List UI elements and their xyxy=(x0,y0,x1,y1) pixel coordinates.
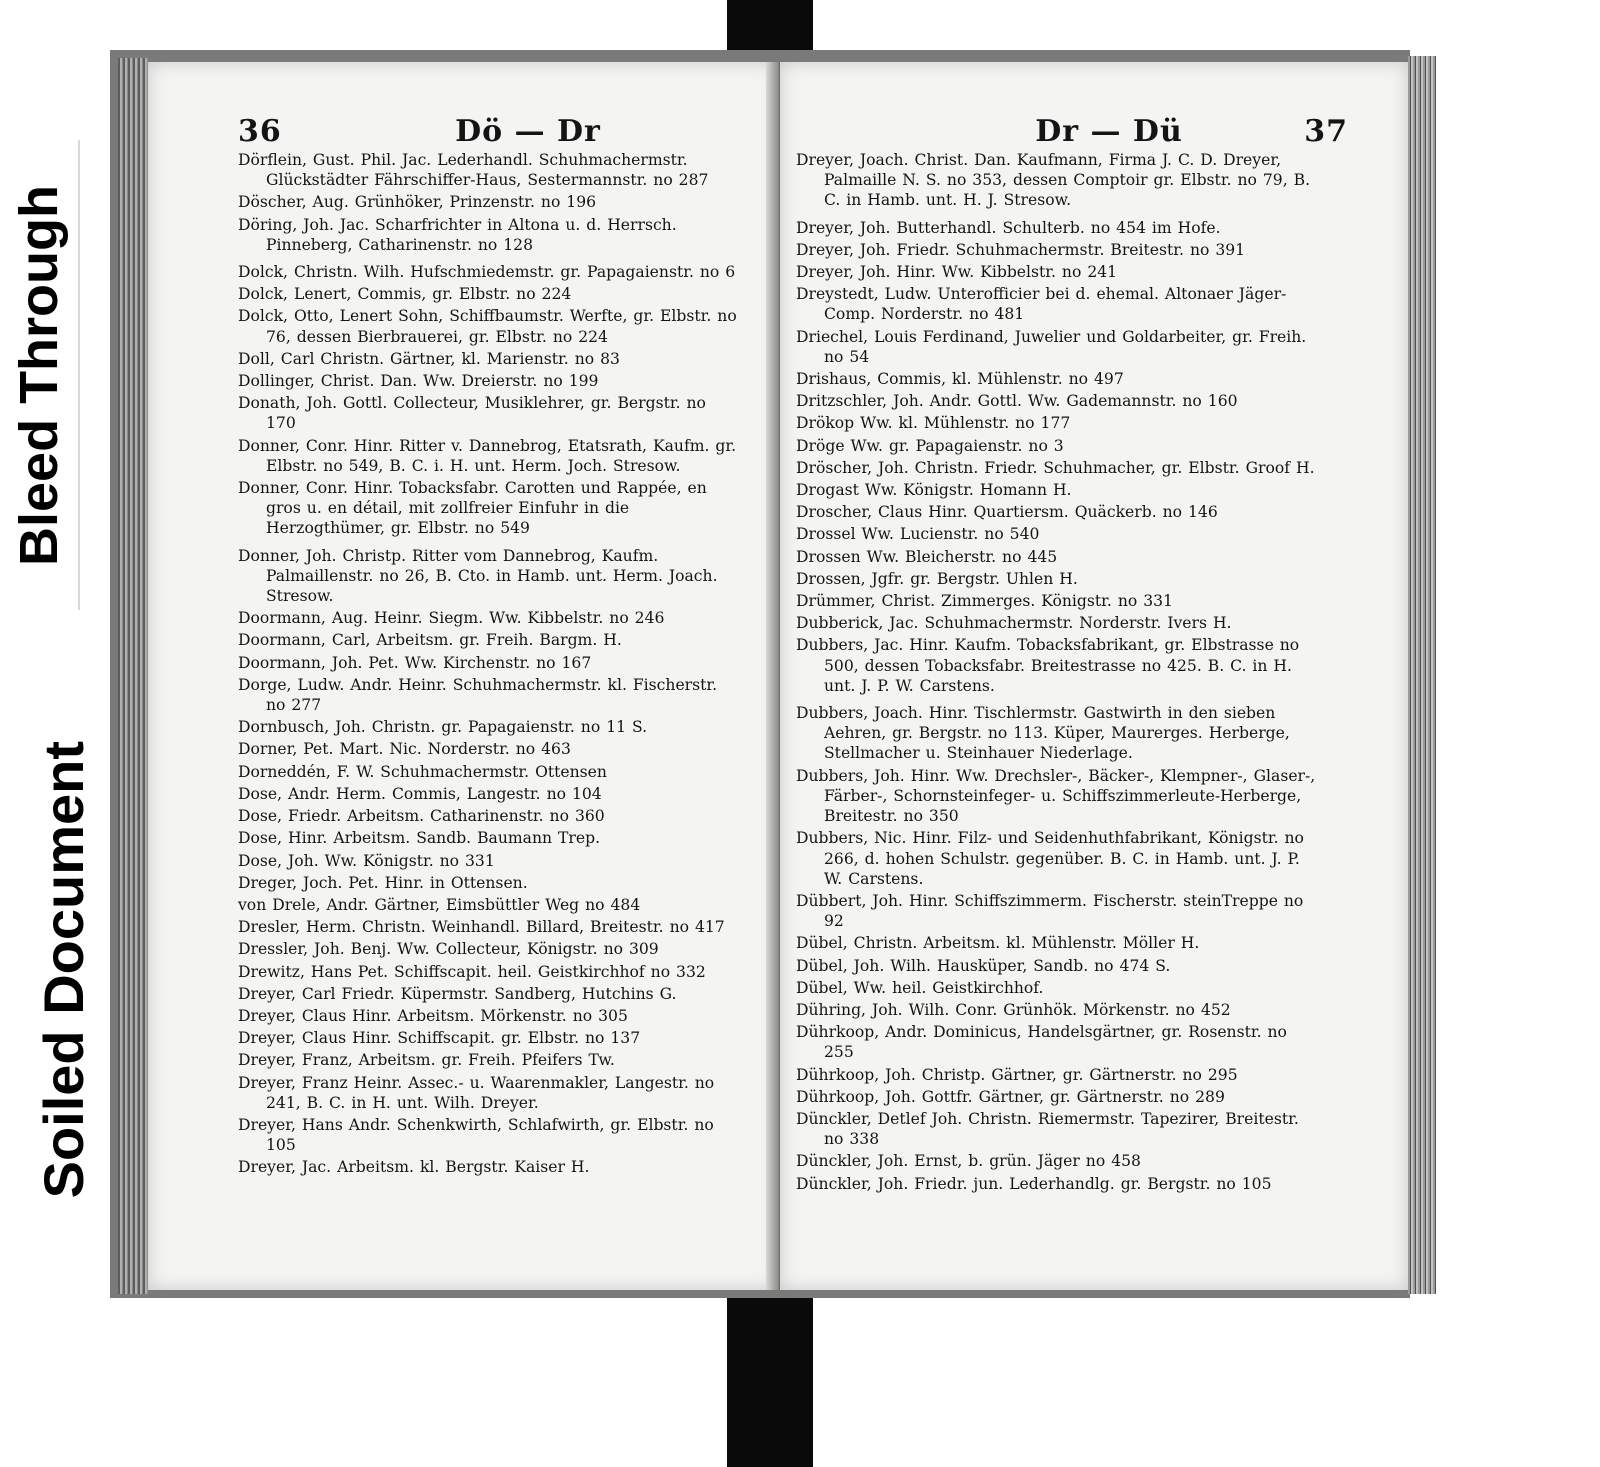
directory-entry: Dubbers, Jac. Hinr. Kaufm. Tobacksfabrikant, gr. Elbstrasse no 500, dessen Tobacksfabr. Breitestrasse no 425. B. C. in H. unt. J. P. W. Carstens. xyxy=(796,636,1300,695)
directory-entry: Dresler, Herm. Christn. Weinhandl. Billard, Breitestr. no 417 xyxy=(238,918,725,937)
directory-entry: Dörflein, Gust. Phil. Jac. Lederhandl. Schuhmachermstr. Glückstädter Fährschiffer-Haus, Sestermannstr. no 287 xyxy=(238,151,709,190)
directory-entry: Dreyer, Franz Heinr. Assec.- u. Waarenmakler, Langestr. no 241, B. C. in H. unt. Wilh. Dreyer. xyxy=(238,1073,715,1112)
directory-entry: Dubbers, Joh. Hinr. Ww. Drechsler-, Bäcker-, Klempner-, Glaser-, Färber-, Schornsteinfeger- u. Schiffszimmerleute-Herberge, Breitestr. no 350 xyxy=(796,766,1316,826)
directory-entry: Drossen Ww. Bleicherstr. no 445 xyxy=(796,547,1058,566)
directory-entry: von Drele, Andr. Gärtner, Eimsbüttler Weg no 484 xyxy=(238,895,641,914)
directory-entry: Dreger, Joch. Pet. Hinr. in Ottensen. xyxy=(238,873,528,892)
soiled-document-text: Soiled Document xyxy=(32,741,95,1199)
directory-entry: Döscher, Aug. Grünhöker, Prinzenstr. no 196 xyxy=(238,193,597,212)
directory-entry: Dollinger, Christ. Dan. Ww. Dreierstr. no 199 xyxy=(238,372,599,391)
directory-entry: Dreyer, Joach. Christ. Dan. Kaufmann, Firma J. C. D. Dreyer, Palmaille N. S. no 353, dessen Comptoir gr. Elbstr. no 79, B. C. in Hamb. unt. H. J. Stresow. xyxy=(796,151,1311,210)
page-edges-right xyxy=(1408,56,1436,1294)
bleed-through-text: Bleed Through xyxy=(9,184,69,566)
directory-entry: Dreyer, Hans Andr. Schenkwirth, Schlafwirth, gr. Elbstr. no 105 xyxy=(238,1115,714,1155)
directory-entry: Dünckler, Detlef Joh. Christn. Riemermstr. Tapezirer, Breitestr. no 338 xyxy=(796,1109,1299,1149)
directory-entry: Dreyer, Carl Friedr. Küpermstr. Sandberg, Hutchins G. xyxy=(238,984,677,1003)
page-edges-left xyxy=(118,58,148,1294)
directory-entry: Dühring, Joh. Wilh. Conr. Grünhök. Mörkenstr. no 452 xyxy=(796,1000,1231,1019)
directory-entry: Dübel, Joh. Wilh. Hausküper, Sandb. no 474 S. xyxy=(796,956,1171,975)
directory-entry: Dose, Hinr. Arbeitsm. Sandb. Baumann Trep. xyxy=(238,829,601,848)
directory-entry: Dreyer, Claus Hinr. Arbeitsm. Mörkenstr. no 305 xyxy=(238,1006,628,1025)
directory-entry: Dose, Friedr. Arbeitsm. Catharinenstr. no 360 xyxy=(238,807,605,826)
directory-entry: Dübbert, Joh. Hinr. Schiffszimmerm. Fischerstr. steinTreppe no 92 xyxy=(796,891,1304,931)
directory-entry: Döring, Joh. Jac. Scharfrichter in Altona u. d. Herrsch. Pinneberg, Catharinenstr. no 128 xyxy=(238,215,677,254)
directory-entry: Dorge, Ludw. Andr. Heinr. Schuhmachermstr. kl. Fischerstr. no 277 xyxy=(238,675,718,715)
right-page-header xyxy=(930,114,1348,154)
directory-entry: Doormann, Carl, Arbeitsm. gr. Freih. Bargm. H. xyxy=(238,631,622,650)
directory-entry: Dolck, Otto, Lenert Sohn, Schiffbaumstr. Werfte, gr. Elbstr. no 76, dessen Bierbrauerei, gr. Elbstr. no 224 xyxy=(238,307,737,346)
left-entry-list xyxy=(238,150,738,1180)
left-page-range: Dö — Dr xyxy=(455,114,601,149)
bleed-through-label xyxy=(0,140,80,610)
directory-entry: Dröscher, Joh. Christn. Friedr. Schuhmacher, gr. Elbstr. Groof H. xyxy=(796,458,1315,477)
directory-entry: Drogast Ww. Königstr. Homann H. xyxy=(796,481,1072,500)
directory-entry: Dose, Joh. Ww. Königstr. no 331 xyxy=(238,851,495,870)
left-page-number: 36 xyxy=(238,114,282,149)
directory-entry: Doormann, Aug. Heinr. Siegm. Ww. Kibbelstr. no 246 xyxy=(238,609,665,628)
left-page xyxy=(148,62,778,1290)
directory-entry: Drishaus, Commis, kl. Mühlenstr. no 497 xyxy=(796,370,1124,389)
directory-entry: Drossel Ww. Lucienstr. no 540 xyxy=(796,525,1040,544)
right-entry-list xyxy=(796,150,1316,1196)
right-page xyxy=(780,62,1408,1290)
directory-entry: Dritzschler, Joh. Andr. Gottl. Ww. Gademannstr. no 160 xyxy=(796,392,1238,411)
directory-entry: Dreyer, Joh. Butterhandl. Schulterb. no 454 im Hofe. xyxy=(796,218,1221,237)
directory-entry: Driechel, Louis Ferdinand, Juwelier und Goldarbeiter, gr. Freih. no 54 xyxy=(796,327,1307,366)
directory-entry: Dünckler, Joh. Ernst, b. grün. Jäger no 458 xyxy=(796,1152,1141,1171)
directory-entry: Dührkoop, Joh. Gottfr. Gärtner, gr. Gärtnerstr. no 289 xyxy=(796,1087,1225,1106)
directory-entry: Drewitz, Hans Pet. Schiffscapit. heil. Geistkirchhof no 332 xyxy=(238,962,706,981)
directory-entry: Droscher, Claus Hinr. Quartiersm. Quäckerb. no 146 xyxy=(796,503,1218,522)
directory-entry: Dreystedt, Ludw. Unterofficier bei d. ehemal. Altonaer Jäger-Comp. Norderstr. no 481 xyxy=(796,285,1287,324)
directory-entry: Donner, Conr. Hinr. Ritter v. Dannebrog, Etatsrath, Kaufm. gr. Elbstr. no 549, B. C. i. H. unt. Herm. Joch. Stresow. xyxy=(238,436,737,475)
directory-entry: Dressler, Joh. Benj. Ww. Collecteur, Königstr. no 309 xyxy=(238,940,659,959)
directory-entry: Dose, Andr. Herm. Commis, Langestr. no 104 xyxy=(238,784,602,803)
directory-entry: Dreyer, Joh. Hinr. Ww. Kibbelstr. no 241 xyxy=(796,263,1118,282)
left-page-header xyxy=(238,114,738,154)
directory-entry: Drökop Ww. kl. Mühlenstr. no 177 xyxy=(796,414,1071,433)
directory-entry: Donner, Joh. Christp. Ritter vom Dannebrog, Kaufm. Palmaillenstr. no 26, B. Cto. in Hamb. unt. Herm. Joach. Stresow. xyxy=(238,546,718,606)
right-page-range: Dr — Dü xyxy=(1035,114,1183,149)
directory-entry: Drümmer, Christ. Zimmerges. Königstr. no 331 xyxy=(796,592,1173,611)
directory-entry: Dorneddén, F. W. Schuhmachermstr. Ottensen xyxy=(238,762,607,781)
directory-entry: Doll, Carl Christn. Gärtner, kl. Marienstr. no 83 xyxy=(238,349,620,368)
directory-entry: Dreyer, Jac. Arbeitsm. kl. Bergstr. Kaiser H. xyxy=(238,1158,590,1177)
directory-entry: Doormann, Joh. Pet. Ww. Kirchenstr. no 167 xyxy=(238,653,592,672)
directory-entry: Dünckler, Joh. Friedr. jun. Lederhandlg. gr. Bergstr. no 105 xyxy=(796,1174,1272,1193)
directory-entry: Donath, Joh. Gottl. Collecteur, Musiklehrer, gr. Bergstr. no 170 xyxy=(238,394,706,433)
right-page-number: 37 xyxy=(1304,114,1348,149)
directory-entry: Dolck, Christn. Wilh. Hufschmiedemstr. gr. Papagaienstr. no 6 xyxy=(238,263,736,282)
directory-entry: Dührkoop, Joh. Christp. Gärtner, gr. Gärtnerstr. no 295 xyxy=(796,1065,1238,1084)
directory-entry: Dübel, Christn. Arbeitsm. kl. Mühlenstr. Möller H. xyxy=(796,934,1200,953)
directory-entry: Dorner, Pet. Mart. Nic. Norderstr. no 463 xyxy=(238,740,571,759)
directory-entry: Dubberick, Jac. Schuhmachermstr. Norderstr. Ivers H. xyxy=(796,614,1232,633)
directory-entry: Dubbers, Joach. Hinr. Tischlermstr. Gastwirth in den sieben Aehren, gr. Bergstr. no 113. Küper, Maurerges. Herberge, Stellmacher u. Steinhauer Niederlage. xyxy=(796,704,1290,763)
binding-tape-bottom xyxy=(727,1283,813,1467)
directory-entry: Dolck, Lenert, Commis, gr. Elbstr. no 224 xyxy=(238,285,572,304)
directory-entry: Donner, Conr. Hinr. Tobacksfabr. Carotten und Rappée, en gros u. en détail, mit zollfreier Einfuhr in die Herzogthümer, gr. Elbstr. no 549 xyxy=(238,479,707,538)
directory-entry: Dröge Ww. gr. Papagaienstr. no 3 xyxy=(796,436,1064,455)
directory-entry: Dreyer, Franz, Arbeitsm. gr. Freih. Pfeifers Tw. xyxy=(238,1051,615,1070)
directory-entry: Dührkoop, Andr. Dominicus, Handelsgärtner, gr. Rosenstr. no 255 xyxy=(796,1023,1287,1062)
directory-entry: Dübel, Ww. heil. Geistkirchhof. xyxy=(796,978,1044,997)
directory-entry: Dreyer, Claus Hinr. Schiffscapit. gr. Elbstr. no 137 xyxy=(238,1029,641,1048)
directory-entry: Dubbers, Nic. Hinr. Filz- und Seidenhuthfabrikant, Königstr. no 266, d. hohen Schulstr. gegenüber. B. C. in Hamb. unt. J. P. W. Carstens. xyxy=(796,829,1304,888)
directory-entry: Dornbusch, Joh. Christn. gr. Papagaienstr. no 11 S. xyxy=(238,718,648,737)
directory-entry: Drossen, Jgfr. gr. Bergstr. Uhlen H. xyxy=(796,569,1078,588)
directory-entry: Dreyer, Joh. Friedr. Schuhmachermstr. Breitestr. no 391 xyxy=(796,240,1246,259)
